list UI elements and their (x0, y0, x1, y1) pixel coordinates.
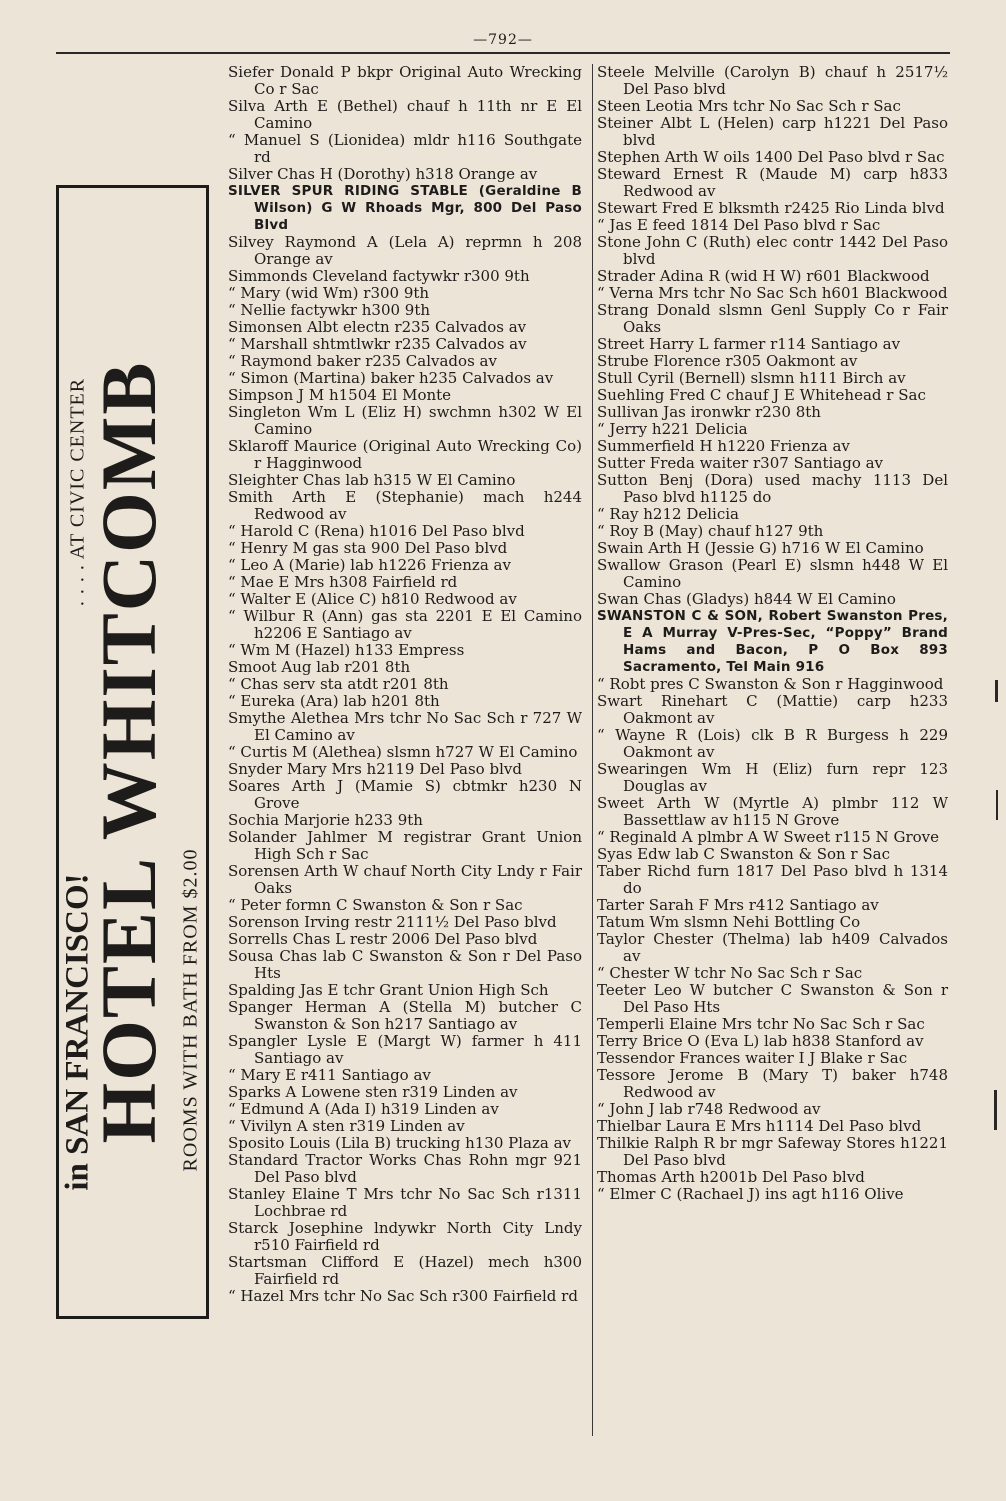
directory-entry: Tessendor Frances waiter I J Blake r Sac (597, 1049, 908, 1067)
directory-entry: “ Jas E feed 1814 Del Paso blvd r Sac (597, 216, 881, 234)
directory-entry: Simmonds Cleveland factywkr r300 9th (228, 267, 530, 285)
page-edge-mark (996, 790, 998, 820)
directory-entry: Sweet Arth W (Myrtle A) plmbr 112 W Bassettlaw av h115 N Grove (597, 794, 948, 829)
column-divider (592, 64, 593, 1436)
directory-entry: Suehling Fred C chauf J E Whitehead r Sac (597, 386, 926, 404)
directory-entry: Syas Edw lab C Swanston & Son r Sac (597, 845, 890, 863)
directory-column-left (228, 64, 582, 1305)
directory-entry: “ Reginald A plmbr A W Sweet r115 N Grove (597, 828, 939, 846)
directory-entry: Terry Brice O (Eva L) lab h838 Stanford av (597, 1032, 924, 1050)
directory-entry: Taylor Chester (Thelma) lab h409 Calvados av (597, 930, 948, 965)
directory-entry: “ Peter formn C Swanston & Son r Sac (228, 896, 523, 914)
page-edge-mark (994, 1090, 997, 1130)
directory-entry: Taber Richd furn 1817 Del Paso blvd h 1314 do (597, 862, 948, 897)
directory-entry: Sochia Marjorie h233 9th (228, 811, 423, 829)
directory-entry: Steen Leotia Mrs tchr No Sac Sch r Sac (597, 97, 901, 115)
directory-entry: Spanger Herman A (Stella M) butcher C Swanston & Son h217 Santiago av (228, 998, 582, 1033)
directory-entry: Thielbar Laura E Mrs h1114 Del Paso blvd (597, 1117, 922, 1135)
directory-entry: “ Henry M gas sta 900 Del Paso blvd (228, 539, 508, 557)
directory-entry: “ Edmund A (Ada I) h319 Linden av (228, 1100, 499, 1118)
directory-entry: Sorrells Chas L restr 2006 Del Paso blvd (228, 930, 538, 948)
ad-hotel-name: HOTEL WHITCOMB (84, 360, 172, 1144)
directory-entry: “ Mary E r411 Santiago av (228, 1066, 431, 1084)
directory-entry: Singleton Wm L (Eliz H) swchmn h302 W El Camino (228, 403, 582, 438)
directory-entry: “ Leo A (Marie) lab h1226 Frienza av (228, 556, 511, 574)
directory-entry: Strader Adina R (wid H W) r601 Blackwood (597, 267, 930, 285)
directory-entry: “ Jerry h221 Delicia (597, 420, 748, 438)
directory-entry: Sposito Louis (Lila B) trucking h130 Plaza av (228, 1134, 572, 1152)
directory-entry: “ Wilbur R (Ann) gas sta 2201 E El Camino h2206 E Santiago av (228, 607, 582, 642)
directory-entry: Tarter Sarah F Mrs r412 Santiago av (597, 896, 879, 914)
ad-civic-center: . . . . AT CIVIC CENTER (66, 377, 88, 607)
directory-entry: “ Walter E (Alice C) h810 Redwood av (228, 590, 517, 608)
directory-entry: Smith Arth E (Stephanie) mach h244 Redwood av (228, 488, 582, 523)
directory-entry: Swain Arth H (Jessie G) h716 W El Camino (597, 539, 924, 557)
directory-entry: Swallow Grason (Pearl E) slsmn h448 W El Camino (597, 556, 948, 591)
ad-rooms-rate: ROOMS WITH BATH FROM $2.00 (179, 848, 201, 1172)
directory-entry: Stewart Fred E blksmth r2425 Rio Linda blvd (597, 199, 945, 217)
header-rule (56, 52, 950, 54)
directory-entry: Stull Cyril (Bernell) slsmn h111 Birch av (597, 369, 906, 387)
directory-entry: Sorenson Irving restr 2111½ Del Paso blvd (228, 913, 557, 931)
ad-city: in SAN FRANCISCO! (59, 873, 95, 1191)
directory-entry: Spalding Jas E tchr Grant Union High Sch (228, 981, 549, 999)
directory-entry: “ Mae E Mrs h308 Fairfield rd (228, 573, 458, 591)
directory-entry: Thomas Arth h2001b Del Paso blvd (597, 1168, 865, 1186)
directory-entry: Street Harry L farmer r114 Santiago av (597, 335, 901, 353)
directory-column-right (597, 64, 948, 1203)
directory-entry: “ Raymond baker r235 Calvados av (228, 352, 497, 370)
directory-entry: Sutter Freda waiter r307 Santiago av (597, 454, 884, 472)
directory-entry: “ Marshall shtmtlwkr r235 Calvados av (228, 335, 527, 353)
directory-entry: “ Wm M (Hazel) h133 Empress (228, 641, 465, 659)
directory-entry: “ Vivilyn A sten r319 Linden av (228, 1117, 465, 1135)
directory-entry: Startsman Clifford E (Hazel) mech h300 Fairfield rd (228, 1253, 582, 1288)
directory-entry: Smoot Aug lab r201 8th (228, 658, 411, 676)
directory-entry: Thilkie Ralph R br mgr Safeway Stores h1221 Del Paso blvd (597, 1134, 948, 1169)
directory-entry: “ Hazel Mrs tchr No Sac Sch r300 Fairfield rd (228, 1287, 578, 1305)
directory-entry: Swan Chas (Gladys) h844 W El Camino (597, 590, 896, 608)
directory-entry: Teeter Leo W butcher C Swanston & Son r Del Paso Hts (597, 981, 948, 1016)
directory-entry: Sousa Chas lab C Swanston & Son r Del Paso Hts (228, 947, 582, 982)
hotel-whitcomb-advertisement (56, 185, 209, 1319)
directory-entry: Swart Rinehart C (Mattie) carp h233 Oakmont av (597, 692, 948, 727)
directory-entry: “ Nellie factywkr h300 9th (228, 301, 431, 319)
directory-entry: Sklaroff Maurice (Original Auto Wrecking Co) r Hagginwood (228, 437, 582, 472)
directory-entry: “ Wayne R (Lois) clk B R Burgess h 229 Oakmont av (597, 726, 948, 761)
directory-entry: “ Curtis M (Alethea) slsmn h727 W El Camino (228, 743, 578, 761)
directory-entry: “ Elmer C (Rachael J) ins agt h116 Olive (597, 1185, 904, 1203)
directory-entry: Smythe Alethea Mrs tchr No Sac Sch r 727 W El Camino av (228, 709, 582, 744)
directory-entry: Siefer Donald P bkpr Original Auto Wrecking Co r Sac (228, 63, 582, 98)
directory-entry: Summerfield H h1220 Frienza av (597, 437, 850, 455)
directory-entry: “ Eureka (Ara) lab h201 8th (228, 692, 440, 710)
directory-entry: Tatum Wm slsmn Nehi Bottling Co (597, 913, 861, 931)
directory-entry: Standard Tractor Works Chas Rohn mgr 921 Del Paso blvd (228, 1151, 582, 1186)
directory-entry: “ Ray h212 Delicia (597, 505, 739, 523)
directory-entry: “ Harold C (Rena) h1016 Del Paso blvd (228, 522, 525, 540)
directory-entry: “ Verna Mrs tchr No Sac Sch h601 Blackwood (597, 284, 948, 302)
directory-entry: “ Manuel S (Lionidea) mldr h116 Southgate rd (228, 131, 582, 166)
directory-entry: Sparks A Lowene sten r319 Linden av (228, 1083, 518, 1101)
directory-entry: Strang Donald slsmn Genl Supply Co r Fair Oaks (597, 301, 948, 336)
directory-entry: Snyder Mary Mrs h2119 Del Paso blvd (228, 760, 522, 778)
directory-entry: Silva Arth E (Bethel) chauf h 11th nr E El Camino (228, 97, 582, 132)
directory-entry: Steiner Albt L (Helen) carp h1221 Del Paso blvd (597, 114, 948, 149)
directory-entry: Swearingen Wm H (Eliz) furn repr 123 Douglas av (597, 760, 948, 795)
directory-entry-business: SWANSTON C & SON, Robert Swanston Pres, E A Murray V-Pres-Sec, “Poppy” Brand Hams and Bacon, P O Box 893 Sacramento, Tel Main 916 (597, 608, 948, 675)
directory-entry: Simonsen Albt electn r235 Calvados av (228, 318, 527, 336)
directory-entry: Stanley Elaine T Mrs tchr No Sac Sch r1311 Lochbrae rd (228, 1185, 582, 1220)
directory-entry: “ John J lab r748 Redwood av (597, 1100, 821, 1118)
directory-entry: Temperli Elaine Mrs tchr No Sac Sch r Sac (597, 1015, 925, 1033)
directory-entry: Soares Arth J (Mamie S) cbtmkr h230 N Grove (228, 777, 582, 812)
directory-entry-business: SILVER SPUR RIDING STABLE (Geraldine B Wilson) G W Rhoads Mgr, 800 Del Paso Blvd (228, 183, 582, 233)
directory-entry: “ Chas serv sta atdt r201 8th (228, 675, 449, 693)
directory-entry: Steele Melville (Carolyn B) chauf h 2517½ Del Paso blvd (597, 63, 948, 98)
page-number: —792— (473, 32, 533, 48)
directory-entry: Sleighter Chas lab h315 W El Camino (228, 471, 516, 489)
directory-entry: Starck Josephine lndywkr North City Lndy r510 Fairfield rd (228, 1219, 582, 1254)
directory-entry: Simpson J M h1504 El Monte (228, 386, 452, 404)
directory-entry: Stephen Arth W oils 1400 Del Paso blvd r Sac (597, 148, 945, 166)
directory-entry: Silvey Raymond A (Lela A) reprmn h 208 Orange av (228, 233, 582, 268)
directory-entry: “ Chester W tchr No Sac Sch r Sac (597, 964, 863, 982)
directory-entry: Sullivan Jas ironwkr r230 8th (597, 403, 821, 421)
directory-entry: Sutton Benj (Dora) used machy 1113 Del Paso blvd h1125 do (597, 471, 948, 506)
directory-entry: “ Roy B (May) chauf h127 9th (597, 522, 824, 540)
directory-entry: Solander Jahlmer M registrar Grant Union High Sch r Sac (228, 828, 582, 863)
directory-entry: Tessore Jerome B (Mary T) baker h748 Redwood av (597, 1066, 948, 1101)
directory-entry: “ Simon (Martina) baker h235 Calvados av (228, 369, 554, 387)
page-edge-mark (995, 680, 998, 702)
directory-entry: Sorensen Arth W chauf North City Lndy r Fair Oaks (228, 862, 582, 897)
directory-entry: “ Mary (wid Wm) r300 9th (228, 284, 430, 302)
directory-entry: Stone John C (Ruth) elec contr 1442 Del Paso blvd (597, 233, 948, 268)
directory-entry: Strube Florence r305 Oakmont av (597, 352, 858, 370)
directory-entry: “ Robt pres C Swanston & Son r Hagginwood (597, 675, 944, 693)
directory-entry: Silver Chas H (Dorothy) h318 Orange av (228, 165, 538, 183)
directory-entry: Steward Ernest R (Maude M) carp h833 Redwood av (597, 165, 948, 200)
directory-entry: Spangler Lysle E (Margt W) farmer h 411 Santiago av (228, 1032, 582, 1067)
